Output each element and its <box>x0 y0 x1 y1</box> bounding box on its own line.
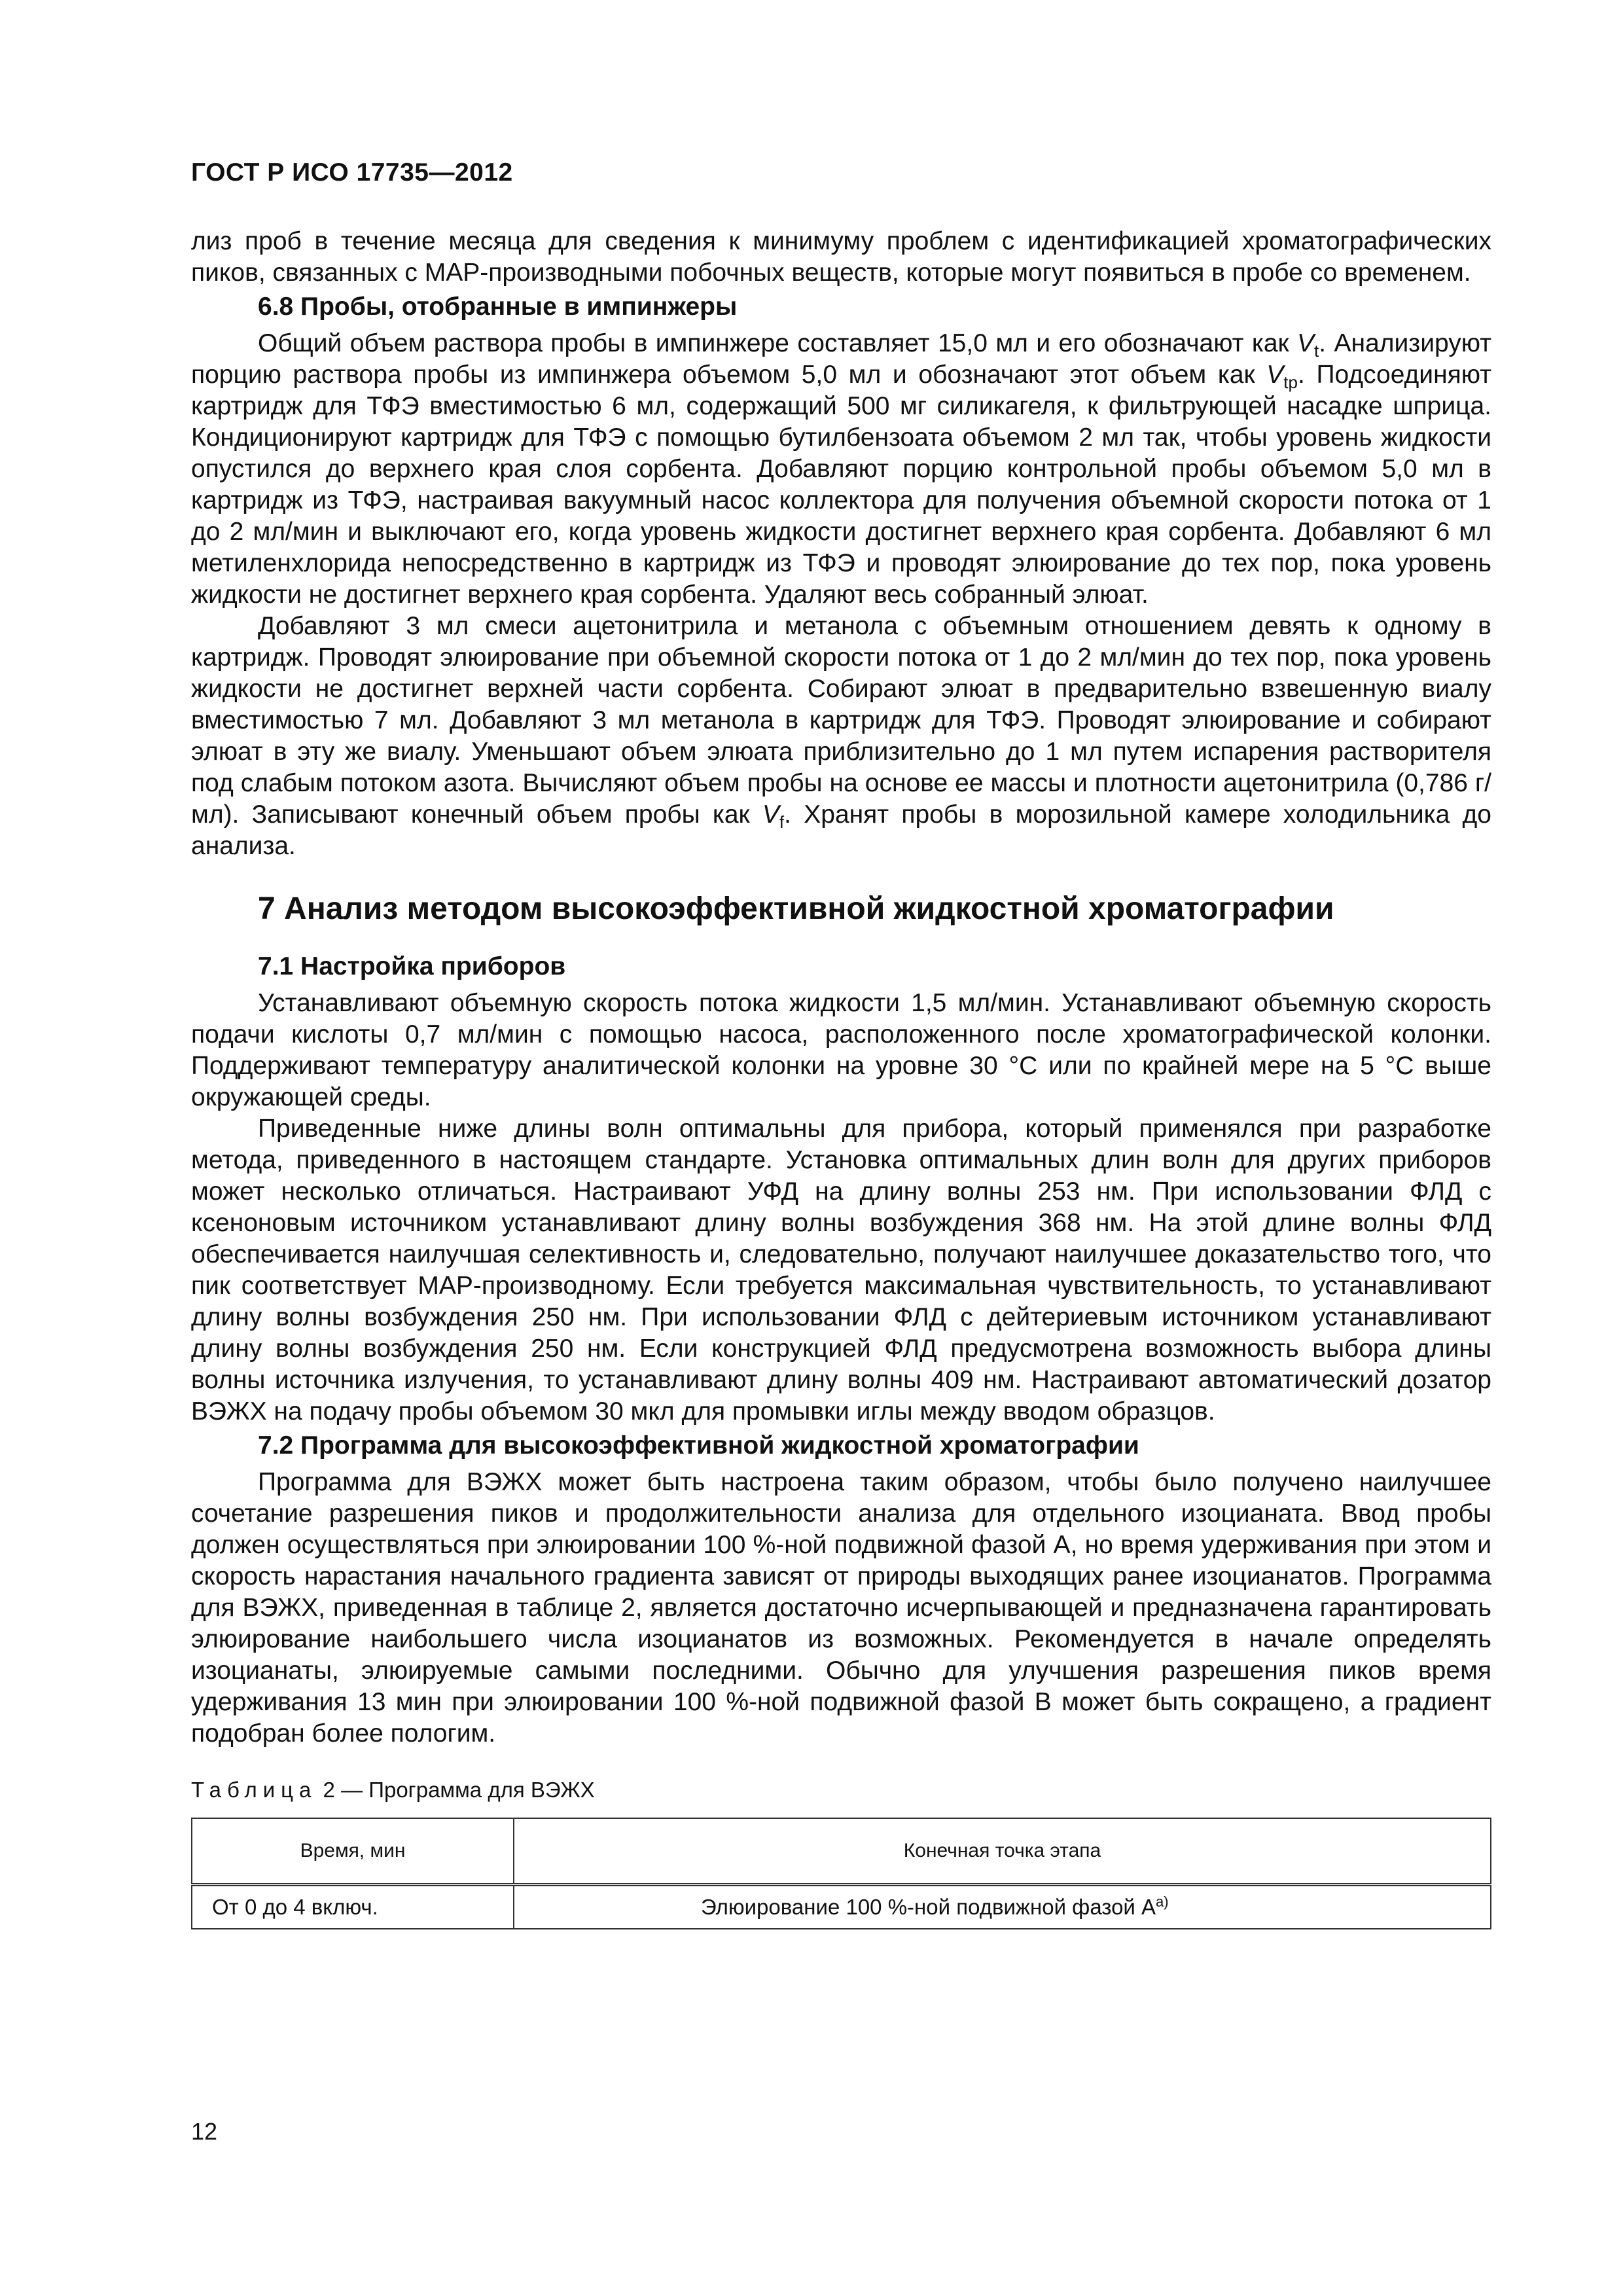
section-7-heading: 7 Анализ методом высокоэффективной жидкостной хроматографии <box>258 891 1334 926</box>
intro-paragraph: лиз проб в течение месяца для сведения к минимуму проблем с идентификацией хроматографических пиков, связанных с МАР-производными побочных веществ, которые могут появиться в пробе со временем. <box>191 227 1491 287</box>
section-7-2-heading: 7.2 Программа для высокоэффективной жидкостной хроматографии <box>258 1431 1139 1460</box>
section-7-2-paragraph-1: Программа для ВЭЖХ может быть настроена таким образом, чтобы было получено наилучшее сочетание разрешения пиков и продолжительности анализа для отдельного изоцианата. Ввод пробы должен осуществляться при элюировании 100 %-ной подвижной фазой А, но время удерживания при этом и скорость нарастания начального градиента зависят от природы выходящих ранее изоцианатов. Программа для ВЭЖХ, приведенная в таблице 2, является достаточно исчерпывающей и предназначена гарантировать элюирование наибольшего числа изоцианатов из возможных. Рекомендуется в начале определять изоцианаты, элюируемые самыми последними. Обычно для улучшения разрешения пиков время удерживания 13 мин при элюировании 100 %-ной подвижной фазой В может быть сокращено, а градиент подобран более пологим. <box>191 1468 1491 1748</box>
table-caption <box>191 1777 1491 1803</box>
text-run: . Анализируют порцию раствора пробы из импинжера объемом 5,0 мл и обозначают этот объем как <box>191 329 1491 389</box>
section-7-1-heading: 7.1 Настройка приборов <box>258 952 566 980</box>
subscript-t: t <box>1314 341 1319 361</box>
text-run: . Подсоединяют картридж для ТФЭ вместимостью 6 мл, содержащий 500 мг силикагеля, к фильтрующей насадке шприца. Кондиционируют картридж для ТФЭ с помощью бутилбензоата объемом 2 мл так, чтобы уровень жидкости опустился до верхнего края слоя сорбента. Добавляют порцию контрольной пробы объемом 5,0 мл в картридж из ТФЭ, настраивая вакуумный насос коллектора для получения объемной скорости потока от 1 до 2 мл/мин и выключают его, когда уровень жидкости достигнет верхнего края сорбента. Добавляют 6 мл метиленхлорида непосредственно в картридж из ТФЭ и проводят элюирование до тех пор, пока уровень жидкости не достигнет верхнего края сорбента. Удаляют весь собранный элюат. <box>191 361 1491 609</box>
section-7-1-paragraph-2: Приведенные ниже длины волн оптимальны для прибора, который применялся при разработке метода, приведенного в настоящем стандарте. Установка оптимальных длин волн для других приборов может несколько отличаться. Настраивают УФД на длину волны 253 нм. При использовании ФЛД с ксеноновым источником устанавливают длину волны возбуждения 368 нм. На этой длине волны ФЛД обеспечивается наилучшая селективность и, следовательно, получают наилучшее доказательство того, что пик соответствует МАР-производному. Если требуется максимальная чувствительность, то устанавливают длину волны возбуждения 250 нм. При использовании ФЛД с дейтериевым источником устанавливают длину волны возбуждения 250 нм. Если конструкцией ФЛД предусмотрена возможность выбора длины волны источника излучения, то устанавливают длину волны 409 нм. Настраивают автоматический дозатор ВЭЖХ на подачу пробы объемом 30 мкл для промывки иглы между вводом образцов. <box>191 1115 1491 1426</box>
variable-vf: V <box>762 800 779 829</box>
hplc-program-table <box>191 1818 1491 1929</box>
cell-text: Элюирование 100 %-ной подвижной фазой А <box>701 1895 1156 1919</box>
variable-vtp: V <box>1266 361 1284 389</box>
section-6-8-heading: 6.8 Пробы, отобранные в импинжеры <box>258 293 738 321</box>
table-header-endpoint: Конечная точка этапа <box>514 1818 1491 1885</box>
section-6-8-paragraph-2 <box>191 611 1491 862</box>
section-6-8-paragraph-1 <box>191 328 1491 611</box>
table-caption-label: Таблица <box>191 1778 317 1802</box>
document-header: ГОСТ Р ИСО 17735—2012 <box>191 158 513 187</box>
table-row <box>192 1885 1491 1929</box>
document-body <box>191 226 1491 1929</box>
subscript-f: f <box>779 812 785 832</box>
table-header-time: Время, мин <box>192 1818 514 1885</box>
table-caption-text: 2 — Программа для ВЭЖХ <box>317 1778 595 1802</box>
text-run: Общий объем раствора пробы в импинжере составляет 15,0 мл и его обозначают как <box>258 329 1298 357</box>
text-run: Добавляют 3 мл смеси ацетонитрила и метанола с объемным отношением девять к одному в картридж. Проводят элюирование при объемной скорости потока от 1 до 2 мл/мин до тех пор, пока уровень жидкости не достигнет верхней части сорбента. Собирают элюат в предварительно взвешенную виалу вместимостью 7 мл. Добавляют 3 мл метанола в картридж для ТФЭ. Проводят элюирование и собирают элюат в эту же виалу. Уменьшают объем элюата приблизительно до 1 мл путем испарения растворителя под слабым потоком азота. Вычисляют объем пробы на основе ее массы и плотности ацетонитрила (0,786 г/мл). Записывают конечный объем пробы как <box>191 612 1491 829</box>
section-7-1-paragraph-1: Устанавливают объемную скорость потока жидкости 1,5 мл/мин. Устанавливают объемную скорость подачи кислоты 0,7 мл/мин с помощью насоса, расположенного после хроматографической колонки. Поддерживают температуру аналитической колонки на уровне 30 °С или по крайней мере на 5 °С выше окружающей среды. <box>191 989 1491 1111</box>
variable-vt: V <box>1297 329 1315 357</box>
text-run: . Хранят пробы в морозильной камере холодильника до анализа. <box>191 800 1491 860</box>
table-header-row <box>192 1818 1491 1885</box>
footnote-mark: а) <box>1156 1893 1169 1910</box>
table-cell-time: От 0 до 4 включ. <box>192 1885 514 1929</box>
subscript-tp: tp <box>1283 372 1298 392</box>
table-cell-endpoint <box>514 1885 1491 1929</box>
page-number: 12 <box>191 2118 218 2145</box>
